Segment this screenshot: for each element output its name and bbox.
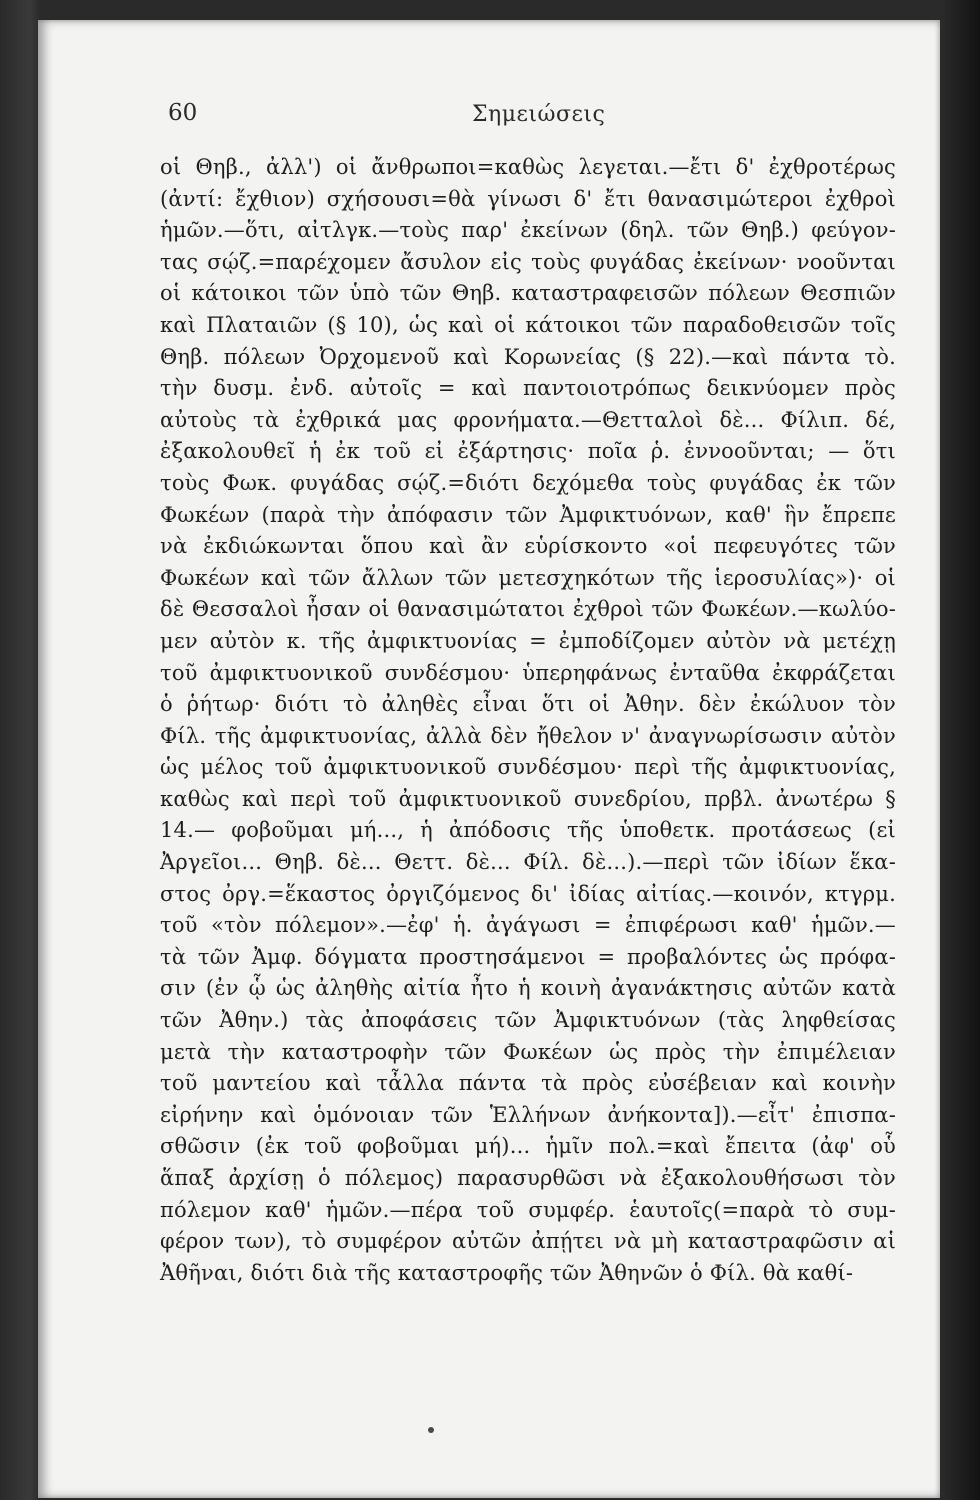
text-line: εἰρήνην καὶ ὁμόνοιαν τῶν Ἑλλήνων ἀνήκοντα]).—εἶτ' ἐπισπα- (160, 1102, 896, 1127)
text-line: τῶν Ἀθην.) τὰς ἀποφάσεις τῶν Ἀμφικτυόνων (τὰς ληφθείσας (160, 1008, 896, 1033)
text-line: σιν (ἐν ᾧ ὡς ἀληθὴς αἰτία ἦτο ἡ κοινὴ ἀγανάκτησις αὐτῶν κατὰ (160, 976, 896, 1001)
text-line: ἅπαξ ἀρχίσῃ ὁ πόλεμος) παρασυρθῶσι νὰ ἐξακολουθήσωσι τὸν (160, 1166, 896, 1190)
text-line: τὴν δυσμ. ἐνδ. αὐτοῖς = καὶ παντοιοτρόπως δεικνύομεν πρὸς (160, 376, 896, 401)
text-line: Φίλ. τῆς ἀμφικτυονίας, ἀλλὰ δὲν ἤθελον ν' ἀναγνωρίσωσιν αὐτὸν (160, 723, 896, 748)
text-line: ἡμῶν.—ὅτι, αἰτλγκ.—τοὺς παρ' ἐκείνων (δηλ. τῶν Θηβ.) φεύγον- (160, 218, 896, 243)
text-line: τας σῴζ.=παρέχομεν ἄσυλον εἰς τοὺς φυγάδας ἐκείνων· νοοῦνται (160, 249, 896, 274)
text-line: τὰ τῶν Ἀμφ. δόγματα προστησάμενοι = προβαλόντες ὡς πρόφα- (160, 944, 896, 969)
text-line: τοὺς Φωκ. φυγάδας σῴζ.=διότι δεχόμεθα τοὺς φυγάδας ἐκ τῶν (160, 470, 896, 495)
text-line: τοῦ μαντείου καὶ τἆλλα πάντα τὰ πρὸς εὐσέβειαν καὶ κοινὴν (160, 1071, 896, 1096)
text-line: καὶ Πλαταιῶν (§ 10), ὡς καὶ οἱ κάτοικοι τῶν παραδοθεισῶν τοῖς (160, 312, 896, 337)
page-header (132, 100, 892, 140)
text-line: στος ὀργ.=ἕκαστος ὀργιζόμενος δι' ἰδίας αἰτίας.—κοινόν, κτγρμ. (160, 881, 896, 906)
text-line: (ἀντί: ἔχθιον) σχήσουσι=θὰ γίνωσι δ' ἔτι θανασιμώτεροι ἐχθροὶ (160, 186, 896, 211)
page-mark (428, 1427, 434, 1433)
page-number: 60 (168, 100, 198, 126)
text-line: Θηβ. πόλεων Ὀρχομενοῦ καὶ Κορωνείας (§ 22).—καὶ πάντα τὸ. (160, 344, 896, 369)
text-line: τοῦ ἀμφικτυονικοῦ συνδέσμου· ὑπερηφάνως ἐνταῦθα ἐκφράζεται (160, 660, 896, 685)
text-line: πόλεμον καθ' ἡμῶν.—πέρα τοῦ συμφέρ. ἑαυτοῖς(=παρὰ τὸ συμ- (160, 1197, 896, 1222)
text-line: Φωκέων (παρὰ τὴν ἀπόφασιν τῶν Ἀμφικτυόνων, καθ' ἣν ἔπρεπε (160, 502, 896, 527)
text-line: αὐτοὺς τὰ ἐχθρικά μας φρονήματα.—Θετταλοὶ δὲ... Φίλιπ. δέ, (160, 407, 896, 432)
text-line: μεν αὐτὸν κ. τῆς ἀμφικτυονίας = ἐμποδίζομεν αὐτὸν νὰ μετέχῃ (160, 628, 896, 653)
text-line: ὁ ῥήτωρ· διότι τὸ ἀληθὲς εἶναι ὅτι οἱ Ἀθην. δὲν ἐκώλυον τὸν (160, 692, 896, 717)
text-line: φέρον των), τὸ συμφέρον αὐτῶν ἀπῄτει νὰ μὴ καταστραφῶσιν αἱ (160, 1229, 896, 1254)
text-line: Ἀθῆναι, διότι διὰ τῆς καταστροφῆς τῶν Ἀθηνῶν ὁ Φίλ. θὰ καθί- (160, 1260, 854, 1285)
text-line: ἐξακολουθεῖ ἡ ἐκ τοῦ εἰ ἐξάρτησις· ποῖα ῥ. ἐννοοῦνται; — ὅτι (160, 439, 896, 464)
text-line: Φωκέων καὶ τῶν ἄλλων τῶν μετεσχηκότων τῆς ἱεροσυλίας»)· οἱ (160, 565, 896, 590)
text-line: δὲ Θεσσαλοὶ ἦσαν οἱ θανασιμώτατοι ἐχθροὶ τῶν Φωκέων.—κωλύο- (160, 597, 896, 622)
scan-right-edge (940, 0, 980, 1500)
text-line: τοῦ «τὸν πόλεμον».—ἐφ' ἡ. ἀγάγωσι = ἐπιφέρωσι καθ' ἡμῶν.— (160, 913, 896, 938)
text-line: μετὰ τὴν καταστροφὴν τῶν Φωκέων ὡς πρὸς τὴν ἐπιμέλειαν (160, 1039, 896, 1064)
text-line: 14.— φοβοῦμαι μή..., ἡ ἀπόδοσις τῆς ὑποθετκ. προτάσεως (εἰ (160, 818, 896, 843)
text-line: οἱ κάτοικοι τῶν ὑπὸ τῶν Θηβ. καταστραφεισῶν πόλεων Θεσπιῶν (160, 281, 896, 306)
text-line: οἱ Θηβ., ἀλλ') οἱ ἄνθρωποι=καθὼς λεγεται.—ἔτι δ' ἐχθροτέρως (160, 155, 896, 179)
text-line: ὡς μέλος τοῦ ἀμφικτυονικοῦ συνδέσμου· περὶ τῆς ἀμφικτυονίας, (160, 755, 896, 780)
text-line: καθὼς καὶ περὶ τοῦ ἀμφικτυονικοῦ συνεδρίου, πρβλ. ἀνωτέρω § (160, 786, 896, 811)
running-title: Σημειώσεις (472, 102, 606, 127)
text-line: Ἀργεῖοι... Θηβ. δὲ... Θεττ. δὲ... Φίλ. δὲ...).—περὶ τῶν ἰδίων ἕκα- (160, 850, 896, 875)
text-line: σθῶσιν (ἐκ τοῦ φοβοῦμαι μή)... ἡμῖν πολ.=καὶ ἔπειτα (ἀφ' οὗ (160, 1134, 896, 1159)
text-line: νὰ ἐκδιώκωνται ὅπου καὶ ἂν εὑρίσκοντο «οἱ πεφευγότες τῶν (160, 534, 896, 559)
notes-body (160, 152, 896, 1289)
